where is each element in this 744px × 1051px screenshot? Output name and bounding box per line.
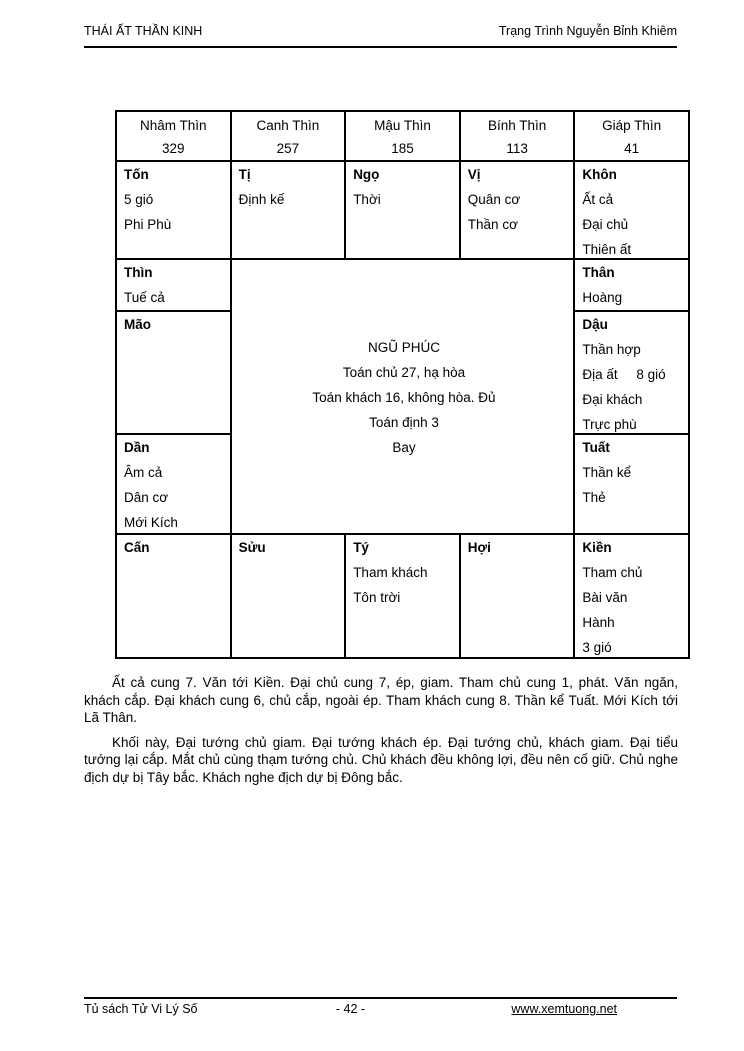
- cell-line: Quân cơ: [467, 192, 521, 207]
- year-cell-binh-thin: [461, 112, 576, 162]
- branch-label: Dậu: [582, 317, 608, 332]
- cell-line: Bài văn: [582, 590, 628, 605]
- cell-ton: [117, 162, 232, 260]
- center-line: Toán chủ 27, hạ hòa: [342, 364, 466, 380]
- running-footer: [84, 1001, 677, 1017]
- thai-at-chart: [115, 110, 690, 659]
- cell-dau: [575, 312, 690, 435]
- cell-hoi: [461, 535, 576, 659]
- running-header: [84, 24, 677, 39]
- year-name: Canh Thìn: [256, 118, 320, 133]
- year-cell-nham-thin: [117, 112, 232, 162]
- branch-label: Tý: [353, 540, 369, 555]
- header-rule: [84, 46, 677, 48]
- branch-label: Ngọ: [353, 167, 380, 182]
- footer-series-title: Tủ sách Tử Vi Lý Số: [84, 1002, 198, 1016]
- cell-line: Đại chủ: [582, 217, 629, 232]
- cell-kien: [575, 535, 690, 659]
- year-number: 113: [506, 141, 528, 156]
- year-name: Nhâm Thìn: [140, 118, 207, 133]
- author-name: Trạng Trình Nguyễn Bỉnh Khiêm: [498, 24, 677, 38]
- cell-line: 3 gió: [582, 640, 612, 655]
- cell-line: Địa ất 8 gió: [582, 367, 666, 382]
- cell-line: Tuế cả: [124, 290, 165, 305]
- branch-label: Tị: [238, 167, 251, 182]
- center-title: NGŨ PHÚC: [367, 339, 440, 355]
- footer-rule: [84, 997, 677, 999]
- cell-ty: [346, 535, 461, 659]
- branch-label: Dần: [124, 440, 150, 455]
- year-cell-mau-thin: [346, 112, 461, 162]
- cell-line: Thiên ất: [582, 242, 632, 257]
- cell-line: Hành: [582, 615, 615, 630]
- cell-khon: [575, 162, 690, 260]
- cell-line: Tham chủ: [582, 565, 643, 580]
- center-summary-cell: [232, 260, 576, 535]
- branch-label: Mão: [124, 317, 151, 332]
- branch-label: Cấn: [124, 540, 150, 555]
- cell-line: Âm cả: [124, 465, 163, 480]
- cell-suu: [232, 535, 347, 659]
- cell-tuat: [575, 435, 690, 535]
- cell-line: Định kế: [238, 192, 285, 207]
- year-name: Mậu Thìn: [374, 118, 431, 133]
- cell-line: Thời: [353, 192, 381, 207]
- cell-line: Thẻ: [582, 490, 606, 505]
- website-link[interactable]: www.xemtuong.net: [511, 1002, 618, 1016]
- cell-thin: [117, 260, 232, 312]
- paragraph-1: Ất cả cung 7. Văn tới Kiền. Đại chủ cung 7, ép, giam. Tham chủ cung 1, phát. Văn ngăn, khách cắp. Đại khách cung 6, chủ cắp, ngoài ép. Tham khách cung 8. Thần kể Tuất. Mới Kích tới Lã Thân.: [84, 675, 678, 725]
- cell-line: Thần cơ: [467, 217, 518, 232]
- body-text: [84, 674, 678, 786]
- branch-label: Khôn: [582, 167, 617, 182]
- branch-label: Vị: [467, 167, 481, 182]
- cell-line: Thần kể: [582, 465, 632, 480]
- year-cell-giap-thin: [575, 112, 690, 162]
- branch-label: Sửu: [238, 540, 266, 555]
- year-number: 41: [624, 141, 640, 156]
- year-cell-canh-thin: [232, 112, 347, 162]
- year-name: Bính Thìn: [487, 118, 547, 133]
- cell-ti: [232, 162, 347, 260]
- cell-line: Tham khách: [353, 565, 428, 580]
- branch-label: Thìn: [124, 265, 153, 280]
- cell-line: Mới Kích: [124, 515, 178, 530]
- cell-mao: [117, 312, 232, 435]
- cell-vi: [461, 162, 576, 260]
- center-line: Toán định 3: [369, 414, 439, 430]
- year-name: Giáp Thìn: [602, 118, 662, 133]
- cell-line: Tôn trời: [353, 590, 401, 605]
- cell-than: [575, 260, 690, 312]
- page-number: - 42 -: [335, 1002, 366, 1016]
- cell-line: Đại khách: [582, 392, 643, 407]
- cell-ngo: [346, 162, 461, 260]
- cell-line: Hoàng: [582, 290, 623, 305]
- branch-label: Thân: [582, 265, 615, 280]
- year-number: 185: [391, 141, 414, 156]
- year-number: 329: [162, 141, 185, 156]
- cell-dan: [117, 435, 232, 535]
- branch-label: Tốn: [124, 167, 149, 182]
- year-number: 257: [276, 141, 300, 156]
- book-title: THÁI ẤT THẦN KINH: [84, 24, 203, 38]
- cell-line: Phi Phù: [124, 217, 172, 232]
- branch-label: Tuất: [582, 440, 610, 455]
- cell-line: Dân cơ: [124, 490, 169, 505]
- branch-label: Hợi: [467, 540, 491, 555]
- center-line: Bay: [392, 439, 416, 455]
- cell-line: Ất cả: [582, 192, 614, 207]
- cell-line: 5 gió: [124, 192, 154, 207]
- center-line: Toán khách 16, không hòa. Đủ: [312, 389, 496, 405]
- cell-line: Trực phù: [582, 417, 637, 432]
- paragraph-2: Khối này, Đại tướng chủ giam. Đại tướng khách ép. Đại tướng chủ, khách giam. Đại tiểu tướng lại cắp. Mắt chủ cùng thạm tướng chủ. Chủ khách đều không lợi, đều nên cố giữ. Chủ nghe địch dự bị Tây bắc. Khách nghe địch dự bị Đông bắc.: [84, 734, 678, 785]
- cell-line: Thần hợp: [582, 342, 641, 357]
- cell-can: [117, 535, 232, 659]
- branch-label: Kiền: [582, 540, 612, 555]
